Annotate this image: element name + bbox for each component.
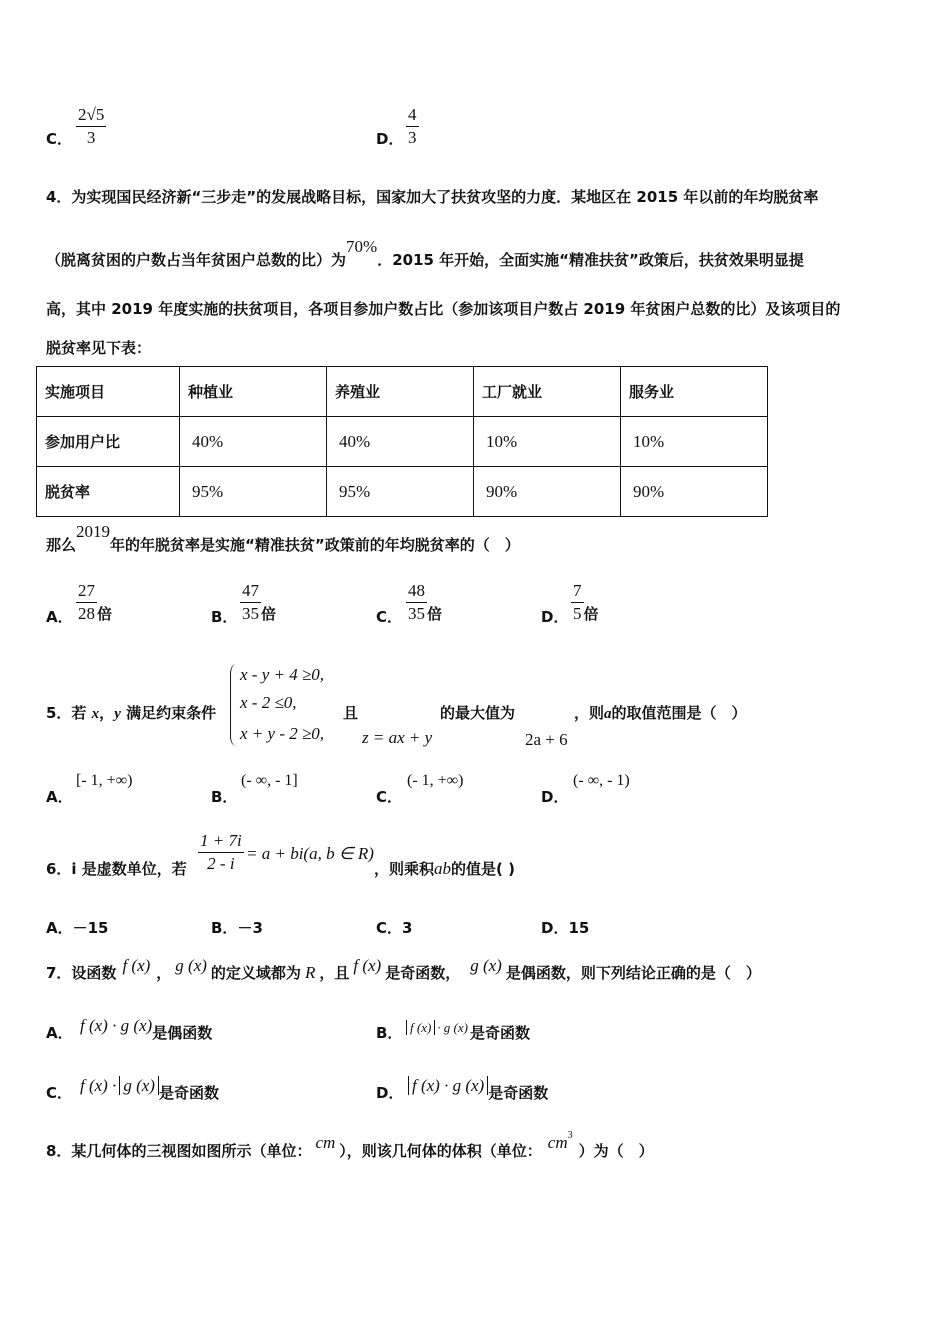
q4-line2b: ．2015 年开始，全面实施“精准扶贫”政策后，扶贫效果明显提 (377, 251, 804, 269)
table-cell: 10% (621, 417, 768, 467)
fraction-numerator: 4 (406, 104, 419, 127)
table-row-label: 脱贫率 (37, 467, 180, 517)
option-label: B． (211, 919, 238, 937)
q8-stem-b: ），则该几何体的体积（单位： (339, 1142, 542, 1160)
constraint-3: x + y - 2 ≥0, (240, 724, 325, 743)
q6-rhs: = a + bi(a, b ∈ R) (246, 844, 374, 863)
option-suffix: 倍 (583, 605, 599, 623)
option-expr: f (x) (406, 1020, 435, 1035)
func-f: f (x) (353, 956, 382, 975)
q4-rate: 70% (346, 237, 378, 256)
option-expr: · g (x) (437, 1020, 468, 1035)
option-label: D． (541, 608, 569, 626)
option-value (76, 104, 106, 149)
objective-function: z = ax + y (362, 728, 433, 747)
option-row-q6 (211, 917, 263, 938)
q5-max-text: 的最大值为 (440, 704, 516, 722)
var-x: x (91, 706, 100, 722)
option-expr: f (x) · (80, 1076, 117, 1095)
option-value (406, 580, 442, 625)
poverty-table (36, 366, 768, 517)
option-value (408, 1076, 549, 1103)
fraction-numerator: 1 + 7i (198, 830, 244, 853)
option-label: A． (46, 608, 73, 626)
option-label: C． (46, 130, 73, 148)
q4-line3: 高，其中 2019 年度实施的扶贫项目，各项目参加户数占比（参加该项目户数占 2019 年贫困户总数的比）及该项目的 (46, 300, 841, 318)
option-label: D． (541, 788, 569, 806)
option-row-q6 (46, 917, 108, 938)
table-cell: 90% (474, 467, 621, 517)
q4-line4: 脱贫率见下表： (46, 339, 152, 357)
table-header-cell: 种植业 (180, 367, 327, 417)
q5-stem-a: 5．若 (46, 704, 92, 722)
option-label: C． (376, 788, 403, 806)
q5-stem-d: 的取值范围是（ ） (611, 704, 747, 722)
q6-stem-b: ，则乘积 (374, 860, 435, 878)
q7-stem-d: 是奇函数， (385, 964, 461, 982)
q7-stem-a: 7．设函数 (46, 964, 117, 982)
option-value (76, 580, 112, 625)
q4-line2 (46, 237, 804, 270)
q7-stem-e: 是偶函数，则下列结论正确的是（ ） (505, 964, 761, 982)
q6-stem-tail (374, 858, 515, 879)
fraction-denominator: 3 (86, 128, 96, 147)
option-value (80, 1076, 219, 1103)
table-row-label: 参加用户比 (37, 417, 180, 467)
fraction-denominator: 28 (78, 604, 95, 623)
table-cell: 95% (327, 467, 474, 517)
q5-and: 且 (343, 704, 359, 722)
table-cell: 10% (474, 417, 621, 467)
table-header-cell: 服务业 (621, 367, 768, 417)
q8-stem-c: ）为（ ） (578, 1142, 654, 1160)
option-value: (- ∞, - 1) (573, 772, 630, 789)
constraint-2: x - 2 ≤0, (240, 693, 297, 712)
fraction-denominator: 2 - i (207, 854, 235, 873)
q4-line2a: （脱离贫困的户数占当年贫困户总数的比）为 (46, 251, 347, 269)
q5-stem-c: ，则 (574, 704, 605, 722)
fraction-numerator: 47 (240, 580, 261, 603)
fraction-denominator: 35 (242, 604, 259, 623)
q5-stem-tail (574, 702, 747, 723)
separator: ， (99, 704, 115, 722)
option-label: A． (46, 788, 73, 806)
option-expr: f (x) · g (x) (80, 1016, 153, 1035)
q8-stem (46, 1130, 654, 1161)
q4-question (46, 522, 520, 555)
option-suffix: 是奇函数 (469, 1024, 530, 1042)
option-suffix: 倍 (261, 605, 277, 623)
table-header-row (37, 367, 768, 417)
option-label: B． (376, 1024, 403, 1042)
option-label: C． (376, 608, 403, 626)
option-suffix: 倍 (427, 605, 443, 623)
option-value: (- ∞, - 1] (241, 772, 298, 789)
option-value (80, 1016, 213, 1043)
table-cell: 90% (621, 467, 768, 517)
option-value (571, 580, 599, 625)
func-f: f (x) (122, 956, 151, 975)
q7-stem-c: ，且 (319, 964, 350, 982)
unit-exponent: 3 (567, 1130, 573, 1141)
option-label: B． (211, 608, 238, 626)
option-value: －15 (72, 919, 109, 937)
var-a: a (604, 706, 612, 722)
q6-stem-c: 的值是( ) (451, 860, 515, 878)
option-suffix: 倍 (97, 605, 113, 623)
option-value: (- 1, +∞) (407, 772, 464, 789)
option-value (406, 104, 419, 149)
fraction-numerator: 2√5 (76, 104, 106, 127)
option-label: D． (376, 1084, 404, 1102)
option-label: D． (376, 130, 404, 148)
q5-stem (46, 702, 216, 723)
constraint-1: x - y + 4 ≥0, (240, 665, 325, 684)
q5-max-value: 2a + 6 (525, 730, 568, 749)
q4-question-a: 那么 (46, 536, 77, 554)
option-label: A． (46, 1024, 73, 1042)
q6-fraction (198, 830, 244, 875)
table-cell: 40% (327, 417, 474, 467)
unit-cm: cm (315, 1133, 336, 1152)
option-expr: g (x) (119, 1076, 159, 1095)
func-g: g (x) (470, 956, 502, 975)
fraction-denominator: 3 (408, 128, 417, 147)
q5-stem-b: 满足约束条件 (120, 704, 217, 722)
func-g: g (x) (175, 956, 207, 975)
fraction-numerator: 27 (76, 580, 97, 603)
option-expr: f (x) · g (x) (408, 1076, 488, 1095)
q7-stem-b: 的定义域都为 (210, 964, 301, 982)
q8-stem-a: 8．某几何体的三视图如图所示（单位： (46, 1142, 312, 1160)
table-row (37, 467, 768, 517)
fraction-denominator: 35 (408, 604, 425, 623)
var-y: y (114, 706, 121, 722)
q6-stem-a: 6．i 是虚数单位，若 (46, 860, 187, 878)
option-label: B． (211, 788, 238, 806)
var-ab: ab (434, 859, 452, 878)
option-row-q6 (376, 917, 412, 938)
fraction-denominator: 5 (573, 604, 582, 623)
option-suffix: 是奇函数 (158, 1084, 219, 1102)
table-header-cell: 养殖业 (327, 367, 474, 417)
option-suffix: 是偶函数 (152, 1024, 213, 1042)
fraction-numerator: 48 (406, 580, 427, 603)
table-header-cell: 实施项目 (37, 367, 180, 417)
option-value: [- 1, +∞) (76, 772, 133, 789)
table-cell: 40% (180, 417, 327, 467)
option-row-q6 (541, 917, 589, 938)
option-value (406, 1022, 530, 1043)
domain-R: R (304, 963, 316, 982)
option-value (240, 580, 276, 625)
unit-cm3: cm (547, 1133, 568, 1152)
table-cell: 95% (180, 467, 327, 517)
q4-year: 2019 (76, 522, 111, 541)
option-value: 15 (568, 919, 590, 937)
option-suffix: 是奇函数 (488, 1084, 549, 1102)
q7-stem (46, 956, 761, 983)
q4-line1: 4．为实现国民经济新“三步走”的发展战略目标，国家加大了扶贫攻坚的力度．某地区在 2015 年以前的年均脱贫率 (46, 188, 819, 206)
left-brace (230, 664, 239, 746)
table-row (37, 417, 768, 467)
table-header-cell: 工厂就业 (474, 367, 621, 417)
option-label: D． (541, 919, 569, 937)
separator: ， (156, 964, 172, 982)
option-label: C． (46, 1084, 73, 1102)
fraction-numerator: 7 (571, 580, 584, 603)
option-label: A． (46, 919, 73, 937)
option-label: C． (376, 919, 403, 937)
q4-question-b: 年的年脱贫率是实施“精准扶贫”政策前的年均脱贫率的（ ） (110, 536, 520, 554)
option-value: －3 (237, 919, 263, 937)
option-value: 3 (402, 919, 413, 937)
